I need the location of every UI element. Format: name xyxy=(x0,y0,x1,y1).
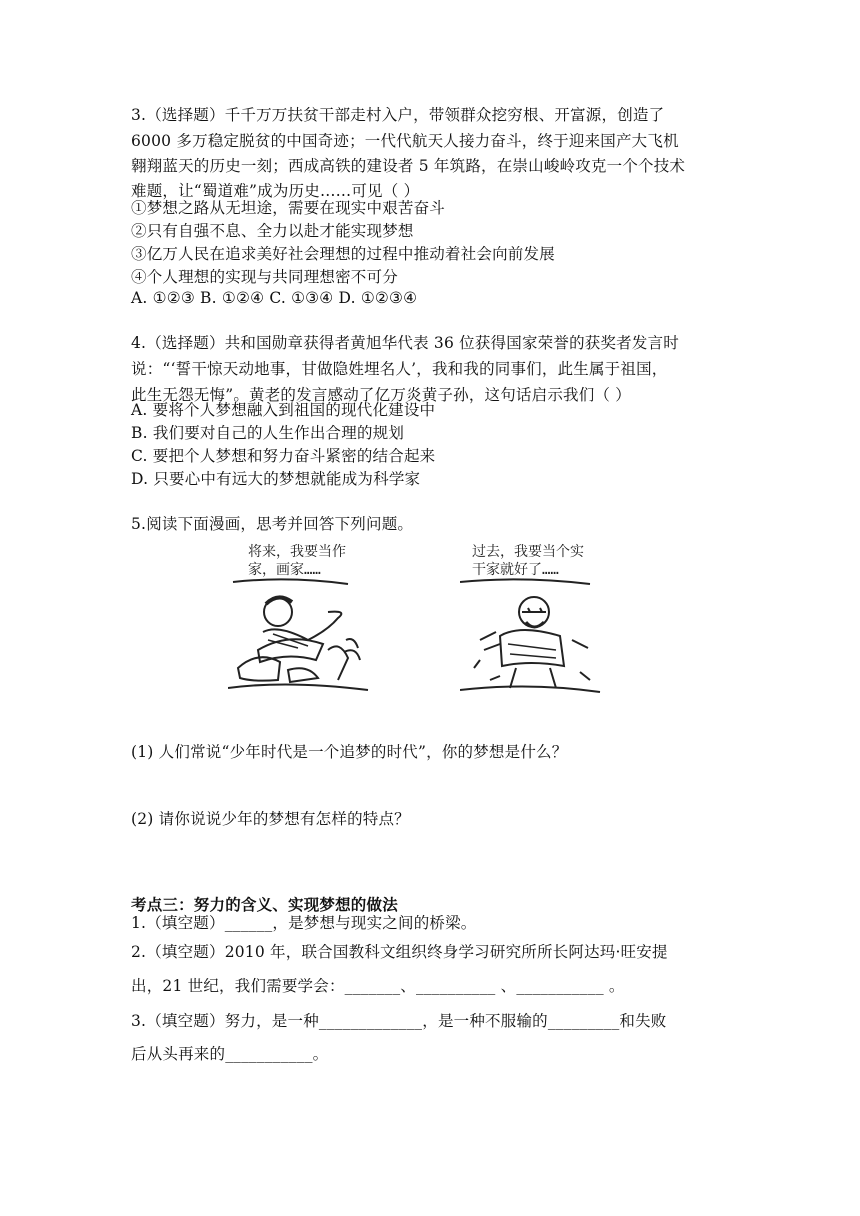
fill-question-3-line-2: 后从头再来的___________。 xyxy=(131,1045,329,1063)
fill-question-2-line-1: 2.（填空题）2010 年，联合国教科文组织终身学习研究所所长阿达玛·旺安提 xyxy=(131,943,668,961)
q3-option-4: ④个人理想的实现与共同理想密不可分 xyxy=(131,268,398,286)
q4-line-1: 4.（选择题）共和国勋章获得者黄旭华代表 36 位获得国家荣誉的获奖者发言时 xyxy=(131,334,679,352)
q4-line-2: 说：“‘誓干惊天动地事，甘做隐姓埋名人’，我和我的同事们，此生属于祖国， xyxy=(131,360,668,378)
q3-line-1: 3.（选择题）千千万万扶贫干部走村入户，带领群众挖穷根、开富源，创造了 xyxy=(131,106,665,124)
cartoon2-caption-line-2: 干家就好了…… xyxy=(472,562,559,578)
q3-line-2: 6000 多万稳定脱贫的中国奇迹；一代代航天人接力奋斗，终于迎来国产大飞机 xyxy=(131,132,679,150)
q4-option-b: B. 我们要对自己的人生作出合理的规划 xyxy=(131,424,405,442)
q3-line-4: 难题，让“蜀道难”成为历史……可见（ ） xyxy=(131,182,420,200)
cartoon2-caption-line-1: 过去，我要当个实 xyxy=(472,544,584,560)
fill-question-3-line-1: 3.（填空题）努力，是一种_____________，是一种不服输的_________和失败 xyxy=(131,1012,667,1030)
q3-choices: A. ①②③ B. ①②④ C. ①③④ D. ①②③④ xyxy=(131,289,418,307)
q3-option-1: ①梦想之路从无坦途，需要在现实中艰苦奋斗 xyxy=(131,199,446,217)
cartoon1-caption-line-1: 将来，我要当作 xyxy=(248,544,346,560)
q5-subquestion-2: (2) 请你说说少年的梦想有怎样的特点？ xyxy=(131,810,410,828)
q4-option-c: C. 要把个人梦想和努力奋斗紧密的结合起来 xyxy=(131,447,436,465)
q4-option-a: A. 要将个人梦想融入到祖国的现代化建设中 xyxy=(131,401,436,419)
q3-option-3: ③亿万人民在追求美好社会理想的过程中推动着社会向前发展 xyxy=(131,245,555,263)
q5-intro: 5.阅读下面漫画，思考并回答下列问题。 xyxy=(131,515,414,533)
q3-line-3: 翱翔蓝天的历史一刻；西成高铁的建设者 5 年筑路，在崇山峻岭攻克一个个技术 xyxy=(131,157,686,175)
cartoon1-drawing xyxy=(228,540,428,700)
q4-line-3: 此生无怨无悔”。黄老的发言感动了亿万炎黄子孙，这句话启示我们（ ） xyxy=(131,386,631,404)
cartoon2-drawing xyxy=(460,540,660,700)
fill-question-1: 1.（填空题）______，是梦想与现实之间的桥梁。 xyxy=(131,914,477,932)
cartoon-child-dreaming xyxy=(228,540,428,700)
q5-subquestion-1: (1) 人们常说“少年时代是一个追梦的时代”，你的梦想是什么？ xyxy=(131,743,568,761)
q3-option-2: ②只有自强不息、全力以赴才能实现梦想 xyxy=(131,222,414,240)
section3-heading: 考点三：努力的含义、实现梦想的做法 xyxy=(131,895,398,914)
q4-option-d: D. 只要心中有远大的梦想就能成为科学家 xyxy=(131,470,421,488)
fill-question-2-line-2: 出，21 世纪，我们需要学会：_______、__________ 、___________ 。 xyxy=(131,977,625,995)
cartoon1-caption-line-2: 家，画家…… xyxy=(248,562,321,578)
cartoon-elder-regretting xyxy=(460,540,660,700)
